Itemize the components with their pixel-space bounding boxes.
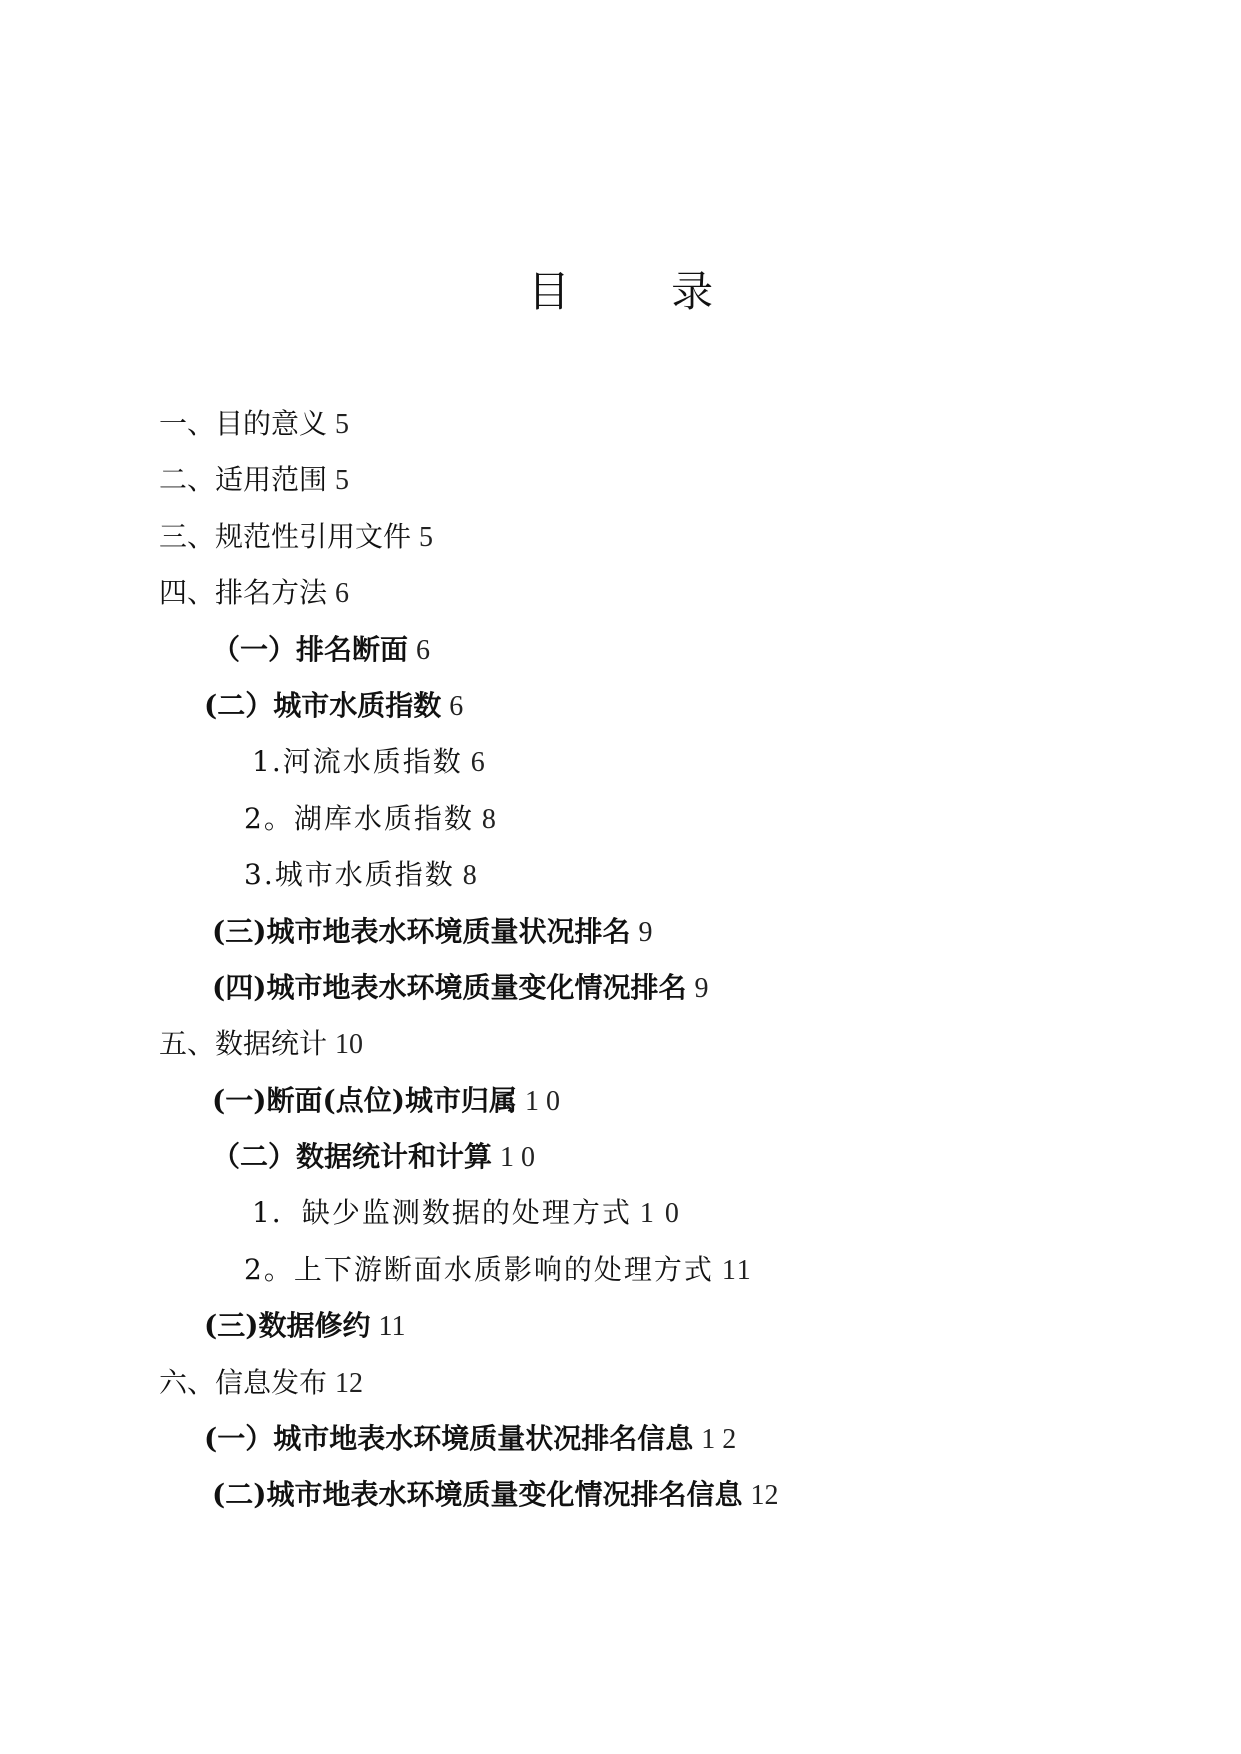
toc-page-number: 12 <box>750 1480 779 1512</box>
toc-page-number: 5 <box>335 409 350 440</box>
toc-entry-change-ranking[interactable] <box>0 960 1241 1016</box>
toc-page-number: 1 0 <box>500 1142 536 1174</box>
toc-page-number: 9 <box>638 916 653 948</box>
toc-page-number: 6 <box>470 747 487 779</box>
toc-page-number: 6 <box>449 690 464 722</box>
toc-entry-information-release[interactable] <box>0 1355 1241 1411</box>
toc-entry-text: (三)数据修约 <box>204 1309 371 1343</box>
toc-entry-river-index[interactable] <box>0 734 1241 790</box>
toc-entry-text: 一、目的意义 <box>159 407 328 440</box>
toc-entry-section-city-attribution[interactable] <box>0 1073 1241 1129</box>
toc-entry-text: 1．缺少监测数据的处理方式 <box>252 1196 632 1230</box>
toc-entry-statistics-calculation[interactable] <box>0 1129 1241 1185</box>
toc-page-number: 1 2 <box>701 1424 737 1456</box>
toc-entry-text: （一）排名断面 <box>212 632 409 666</box>
toc-entry-references[interactable] <box>0 509 1241 565</box>
toc-entry-purpose[interactable] <box>0 396 1241 452</box>
toc-page-number: 6 <box>416 634 431 666</box>
toc-page-number: 12 <box>335 1367 364 1399</box>
toc-entry-upstream-downstream[interactable] <box>0 1242 1241 1298</box>
toc-entry-city-water-index[interactable] <box>0 678 1241 734</box>
toc-page-number: 9 <box>694 972 709 1004</box>
toc-entry-text: 二、适用范围 <box>159 463 328 497</box>
toc-entry-ranking-sections[interactable] <box>0 622 1241 678</box>
toc-entry-text: 五、数据统计 <box>159 1027 328 1061</box>
toc-page-number: 10 <box>335 1029 364 1061</box>
toc-entry-text: (二）城市水质指数 <box>204 688 442 722</box>
toc-entry-text: (三)城市地表水环境质量状况排名 <box>212 914 631 948</box>
toc-page-number: 11 <box>378 1311 406 1343</box>
toc-entry-text: 1.河流水质指数 <box>252 745 463 779</box>
toc-page-number: 6 <box>335 578 350 610</box>
toc-entry-text: 3.城市水质指数 <box>244 858 455 892</box>
toc-entry-lake-index[interactable] <box>0 791 1241 847</box>
toc-page-number: 8 <box>481 803 498 835</box>
toc-entry-text: 2。湖库水质指数 <box>244 801 474 835</box>
toc-entry-text: (一)断面(点位)城市归属 <box>212 1083 517 1117</box>
toc-entry-status-ranking-info[interactable] <box>0 1411 1241 1467</box>
toc-entry-data-statistics[interactable] <box>0 1016 1241 1072</box>
toc-page-number: 8 <box>462 860 479 892</box>
toc-entry-text: (二)城市地表水环境质量变化情况排名信息 <box>212 1478 743 1512</box>
toc-page-number: 11 <box>721 1254 753 1286</box>
toc-entry-text: （二）数据统计和计算 <box>212 1140 493 1174</box>
toc-entry-text: (一）城市地表水环境质量状况排名信息 <box>204 1422 694 1456</box>
toc-page-number: 5 <box>335 465 350 497</box>
toc-entry-ranking-method[interactable] <box>0 565 1241 621</box>
toc-page-number: 1 0 <box>639 1198 681 1230</box>
toc-entry-scope[interactable] <box>0 452 1241 508</box>
toc-entry-city-index[interactable] <box>0 847 1241 903</box>
toc-entry-text: 四、排名方法 <box>159 576 328 610</box>
table-of-contents <box>0 396 1241 1524</box>
page-title: 目 录 <box>527 267 758 316</box>
toc-entry-text: 2。上下游断面水质影响的处理方式 <box>244 1252 714 1286</box>
toc-entry-text: 六、信息发布 <box>159 1365 328 1399</box>
toc-entry-missing-data[interactable] <box>0 1185 1241 1241</box>
toc-entry-status-ranking[interactable] <box>0 904 1241 960</box>
toc-entry-text: 三、规范性引用文件 <box>159 519 412 553</box>
toc-entry-text: (四)城市地表水环境质量变化情况排名 <box>212 970 687 1004</box>
toc-page-number: 1 0 <box>525 1085 560 1117</box>
toc-entry-data-rounding[interactable] <box>0 1298 1241 1354</box>
toc-entry-change-ranking-info[interactable] <box>0 1467 1241 1523</box>
toc-page-number: 5 <box>419 521 434 553</box>
